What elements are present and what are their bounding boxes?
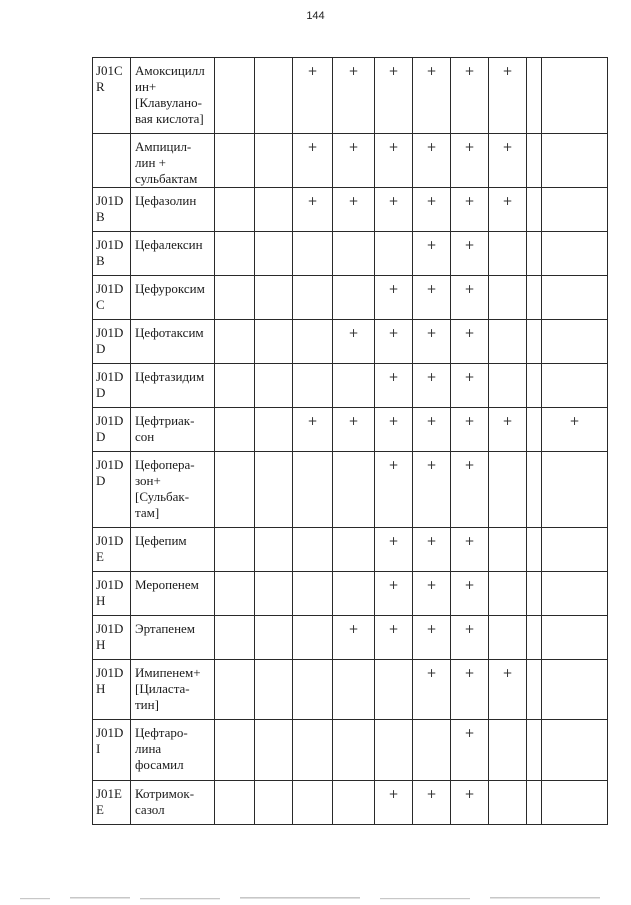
drug-name: Цефтазидим xyxy=(135,369,205,384)
mark-cell xyxy=(542,188,608,232)
mark-cell xyxy=(489,781,527,825)
mark-cell xyxy=(413,660,451,720)
mark-cell xyxy=(542,572,608,616)
mark-cell xyxy=(255,452,293,528)
mark-cell xyxy=(451,364,489,408)
mark-cell xyxy=(542,408,608,452)
mark-cell xyxy=(527,572,542,616)
mark-cell xyxy=(375,408,413,452)
plus-mark: + xyxy=(348,64,359,78)
drug-name-cell xyxy=(131,660,215,720)
mark-cell xyxy=(333,58,375,134)
mark-cell xyxy=(489,320,527,364)
mark-cell xyxy=(413,232,451,276)
atc-code: J01E E xyxy=(96,786,122,817)
mark-cell xyxy=(542,364,608,408)
mark-cell xyxy=(333,188,375,232)
mark-cell xyxy=(375,134,413,188)
mark-cell xyxy=(489,58,527,134)
plus-mark: + xyxy=(464,578,475,592)
mark-cell xyxy=(527,276,542,320)
atc-code-cell xyxy=(93,408,131,452)
atc-code: J01D I xyxy=(96,725,124,756)
mark-cell xyxy=(255,616,293,660)
mark-cell xyxy=(333,452,375,528)
mark-cell xyxy=(293,616,333,660)
mark-cell xyxy=(215,276,255,320)
table-row xyxy=(93,720,608,781)
atc-code-cell xyxy=(93,660,131,720)
plus-mark: + xyxy=(464,726,475,740)
atc-code: J01D B xyxy=(96,237,124,268)
drug-name-cell xyxy=(131,720,215,781)
mark-cell xyxy=(293,660,333,720)
mark-cell xyxy=(451,660,489,720)
drug-name: Котримок- сазол xyxy=(135,786,195,817)
table-row xyxy=(93,572,608,616)
mark-cell xyxy=(451,408,489,452)
plus-mark: + xyxy=(388,622,399,636)
mark-cell xyxy=(293,364,333,408)
mark-cell xyxy=(527,781,542,825)
mark-cell xyxy=(333,364,375,408)
drug-name-cell xyxy=(131,616,215,660)
mark-cell xyxy=(489,276,527,320)
atc-code-cell xyxy=(93,452,131,528)
plus-mark: + xyxy=(426,370,437,384)
plus-mark: + xyxy=(464,787,475,801)
mark-cell xyxy=(527,364,542,408)
plus-mark: + xyxy=(388,64,399,78)
mark-cell xyxy=(215,572,255,616)
mark-cell xyxy=(527,452,542,528)
table-row xyxy=(93,528,608,572)
plus-mark: + xyxy=(464,282,475,296)
drug-name-cell xyxy=(131,364,215,408)
plus-mark: + xyxy=(502,140,513,154)
plus-mark: + xyxy=(388,787,399,801)
plus-mark: + xyxy=(307,64,318,78)
mark-cell xyxy=(527,320,542,364)
mark-cell xyxy=(333,408,375,452)
scan-noise-strip xyxy=(0,893,631,905)
atc-code: J01D H xyxy=(96,621,124,652)
drug-name-cell xyxy=(131,781,215,825)
plus-mark: + xyxy=(426,194,437,208)
mark-cell xyxy=(527,408,542,452)
mark-cell xyxy=(451,572,489,616)
mark-cell xyxy=(542,276,608,320)
mark-cell xyxy=(489,364,527,408)
mark-cell xyxy=(527,616,542,660)
mark-cell xyxy=(451,720,489,781)
plus-mark: + xyxy=(464,194,475,208)
table-row xyxy=(93,320,608,364)
mark-cell xyxy=(527,660,542,720)
table-row xyxy=(93,232,608,276)
plus-mark: + xyxy=(388,578,399,592)
drug-name: Меропенем xyxy=(135,577,199,592)
plus-mark: + xyxy=(569,414,580,428)
mark-cell xyxy=(255,188,293,232)
drug-name-cell xyxy=(131,452,215,528)
plus-mark: + xyxy=(426,458,437,472)
mark-cell xyxy=(375,188,413,232)
plus-mark: + xyxy=(426,622,437,636)
mark-cell xyxy=(542,660,608,720)
mark-cell xyxy=(215,452,255,528)
drug-name-cell xyxy=(131,528,215,572)
mark-cell xyxy=(527,528,542,572)
mark-cell xyxy=(293,134,333,188)
drug-name: Цефопера- зон+ [Сульбак- там] xyxy=(135,457,195,520)
atc-code-cell xyxy=(93,720,131,781)
plus-mark: + xyxy=(388,282,399,296)
atc-code-cell xyxy=(93,58,131,134)
plus-mark: + xyxy=(464,140,475,154)
drug-name: Имипенем+ [Циласта- тин] xyxy=(135,665,201,712)
drug-name: Цефтриак- сон xyxy=(135,413,195,444)
mark-cell xyxy=(542,232,608,276)
mark-cell xyxy=(293,572,333,616)
mark-cell xyxy=(333,572,375,616)
mark-cell xyxy=(215,134,255,188)
mark-cell xyxy=(255,134,293,188)
drug-name: Цефепим xyxy=(135,533,187,548)
drug-name: Цефотаксим xyxy=(135,325,204,340)
mark-cell xyxy=(333,781,375,825)
mark-cell xyxy=(375,364,413,408)
plus-mark: + xyxy=(464,64,475,78)
page-number: 144 xyxy=(306,10,325,22)
mark-cell xyxy=(451,781,489,825)
atc-code: J01D D xyxy=(96,413,124,444)
mark-cell xyxy=(375,452,413,528)
atc-code-cell xyxy=(93,188,131,232)
mark-cell xyxy=(489,572,527,616)
mark-cell xyxy=(255,572,293,616)
mark-cell xyxy=(489,660,527,720)
plus-mark: + xyxy=(348,140,359,154)
plus-mark: + xyxy=(426,326,437,340)
plus-mark: + xyxy=(348,622,359,636)
drug-name-cell xyxy=(131,188,215,232)
mark-cell xyxy=(413,572,451,616)
atc-code-cell xyxy=(93,616,131,660)
mark-cell xyxy=(293,188,333,232)
plus-mark: + xyxy=(464,622,475,636)
table-row xyxy=(93,408,608,452)
mark-cell xyxy=(413,452,451,528)
mark-cell xyxy=(413,58,451,134)
mark-cell xyxy=(375,232,413,276)
atc-code-cell xyxy=(93,572,131,616)
mark-cell xyxy=(255,720,293,781)
table-row xyxy=(93,452,608,528)
atc-code-cell xyxy=(93,134,131,188)
plus-mark: + xyxy=(464,414,475,428)
mark-cell xyxy=(489,232,527,276)
mark-cell xyxy=(489,188,527,232)
mark-cell xyxy=(527,58,542,134)
mark-cell xyxy=(215,58,255,134)
mark-cell xyxy=(333,276,375,320)
mark-cell xyxy=(215,781,255,825)
drug-name: Цефалексин xyxy=(135,237,203,252)
mark-cell xyxy=(413,408,451,452)
atc-code-cell xyxy=(93,276,131,320)
plus-mark: + xyxy=(426,666,437,680)
plus-mark: + xyxy=(388,414,399,428)
table-row xyxy=(93,188,608,232)
mark-cell xyxy=(451,616,489,660)
mark-cell xyxy=(255,320,293,364)
mark-cell xyxy=(293,320,333,364)
mark-cell xyxy=(542,134,608,188)
mark-cell xyxy=(542,781,608,825)
mark-cell xyxy=(542,58,608,134)
drug-name: Цефазолин xyxy=(135,193,197,208)
mark-cell xyxy=(413,781,451,825)
atc-code-cell xyxy=(93,781,131,825)
drug-name-cell xyxy=(131,134,215,188)
mark-cell xyxy=(293,781,333,825)
mark-cell xyxy=(413,364,451,408)
atc-code: J01D D xyxy=(96,457,124,488)
plus-mark: + xyxy=(464,534,475,548)
mark-cell xyxy=(375,528,413,572)
drug-name-cell xyxy=(131,276,215,320)
plus-mark: + xyxy=(426,238,437,252)
drug-name: Цефтаро- лина фосамил xyxy=(135,725,188,772)
mark-cell xyxy=(333,528,375,572)
drug-name: Эртапенем xyxy=(135,621,196,636)
mark-cell xyxy=(542,452,608,528)
mark-cell xyxy=(451,452,489,528)
mark-cell xyxy=(413,188,451,232)
mark-cell xyxy=(293,232,333,276)
mark-cell xyxy=(451,134,489,188)
mark-cell xyxy=(255,364,293,408)
mark-cell xyxy=(542,320,608,364)
mark-cell xyxy=(215,320,255,364)
plus-mark: + xyxy=(502,414,513,428)
atc-code-cell xyxy=(93,320,131,364)
mark-cell xyxy=(489,408,527,452)
plus-mark: + xyxy=(348,326,359,340)
mark-cell xyxy=(451,58,489,134)
mark-cell xyxy=(375,58,413,134)
mark-cell xyxy=(489,528,527,572)
mark-cell xyxy=(215,528,255,572)
plus-mark: + xyxy=(388,194,399,208)
plus-mark: + xyxy=(464,326,475,340)
mark-cell xyxy=(293,528,333,572)
plus-mark: + xyxy=(307,194,318,208)
mark-cell xyxy=(255,276,293,320)
drug-name-cell xyxy=(131,58,215,134)
mark-cell xyxy=(333,616,375,660)
table-row xyxy=(93,276,608,320)
mark-cell xyxy=(333,720,375,781)
mark-cell xyxy=(413,616,451,660)
mark-cell xyxy=(255,58,293,134)
plus-mark: + xyxy=(388,534,399,548)
mark-cell xyxy=(215,188,255,232)
atc-code: J01D D xyxy=(96,325,124,356)
mark-cell xyxy=(413,134,451,188)
plus-mark: + xyxy=(464,666,475,680)
drug-name: Цефуроксим xyxy=(135,281,205,296)
mark-cell xyxy=(255,660,293,720)
table-row xyxy=(93,781,608,825)
plus-mark: + xyxy=(502,666,513,680)
drug-name-cell xyxy=(131,320,215,364)
atc-code: J01D H xyxy=(96,577,124,608)
drug-name-cell xyxy=(131,572,215,616)
drug-name: Амоксицилл ин+ [Клавулано- вая кислота] xyxy=(135,63,205,126)
mark-cell xyxy=(451,528,489,572)
mark-cell xyxy=(215,232,255,276)
mark-cell xyxy=(542,720,608,781)
drug-name: Ампицил- лин + сульбактам xyxy=(135,139,198,186)
mark-cell xyxy=(375,720,413,781)
mark-cell xyxy=(451,232,489,276)
mark-cell xyxy=(293,720,333,781)
mark-cell xyxy=(375,660,413,720)
mark-cell xyxy=(451,320,489,364)
atc-code-cell xyxy=(93,528,131,572)
mark-cell xyxy=(333,134,375,188)
atc-code: J01D H xyxy=(96,665,124,696)
mark-cell xyxy=(333,660,375,720)
table-row xyxy=(93,134,608,188)
mark-cell xyxy=(413,720,451,781)
plus-mark: + xyxy=(348,194,359,208)
mark-cell xyxy=(255,232,293,276)
table-row xyxy=(93,616,608,660)
atc-code-cell xyxy=(93,364,131,408)
drug-name-cell xyxy=(131,408,215,452)
mark-cell xyxy=(293,58,333,134)
mark-cell xyxy=(333,232,375,276)
mark-cell xyxy=(293,276,333,320)
table-row xyxy=(93,660,608,720)
mark-cell xyxy=(293,408,333,452)
plus-mark: + xyxy=(426,787,437,801)
mark-cell xyxy=(255,408,293,452)
mark-cell xyxy=(215,720,255,781)
mark-cell xyxy=(542,616,608,660)
plus-mark: + xyxy=(464,238,475,252)
plus-mark: + xyxy=(464,370,475,384)
mark-cell xyxy=(375,572,413,616)
plus-mark: + xyxy=(426,414,437,428)
mark-cell xyxy=(527,134,542,188)
atc-code: J01D E xyxy=(96,533,124,564)
atc-code-cell xyxy=(93,232,131,276)
mark-cell xyxy=(375,616,413,660)
mark-cell xyxy=(215,364,255,408)
mark-cell xyxy=(413,276,451,320)
mark-cell xyxy=(542,528,608,572)
mark-cell xyxy=(255,528,293,572)
plus-mark: + xyxy=(502,194,513,208)
atc-code: J01D D xyxy=(96,369,124,400)
plus-mark: + xyxy=(307,140,318,154)
mark-cell xyxy=(489,720,527,781)
plus-mark: + xyxy=(348,414,359,428)
plus-mark: + xyxy=(388,370,399,384)
antibiotic-table xyxy=(92,57,608,825)
plus-mark: + xyxy=(502,64,513,78)
atc-code: J01D B xyxy=(96,193,124,224)
mark-cell xyxy=(527,188,542,232)
mark-cell xyxy=(527,720,542,781)
plus-mark: + xyxy=(388,458,399,472)
mark-cell xyxy=(375,276,413,320)
mark-cell xyxy=(489,452,527,528)
plus-mark: + xyxy=(464,458,475,472)
plus-mark: + xyxy=(388,140,399,154)
mark-cell xyxy=(489,134,527,188)
mark-cell xyxy=(413,528,451,572)
table-row xyxy=(93,364,608,408)
mark-cell xyxy=(489,616,527,660)
mark-cell xyxy=(255,781,293,825)
mark-cell xyxy=(375,781,413,825)
mark-cell xyxy=(413,320,451,364)
mark-cell xyxy=(215,616,255,660)
plus-mark: + xyxy=(426,282,437,296)
plus-mark: + xyxy=(388,326,399,340)
mark-cell xyxy=(293,452,333,528)
atc-code: J01D C xyxy=(96,281,124,312)
mark-cell xyxy=(451,276,489,320)
mark-cell xyxy=(527,232,542,276)
plus-mark: + xyxy=(426,64,437,78)
table-row xyxy=(93,58,608,134)
plus-mark: + xyxy=(426,140,437,154)
table-body xyxy=(93,58,608,825)
mark-cell xyxy=(375,320,413,364)
mark-cell xyxy=(215,408,255,452)
mark-cell xyxy=(451,188,489,232)
plus-mark: + xyxy=(307,414,318,428)
drug-name-cell xyxy=(131,232,215,276)
mark-cell xyxy=(215,660,255,720)
plus-mark: + xyxy=(426,534,437,548)
atc-code: J01C R xyxy=(96,63,123,94)
mark-cell xyxy=(333,320,375,364)
plus-mark: + xyxy=(426,578,437,592)
